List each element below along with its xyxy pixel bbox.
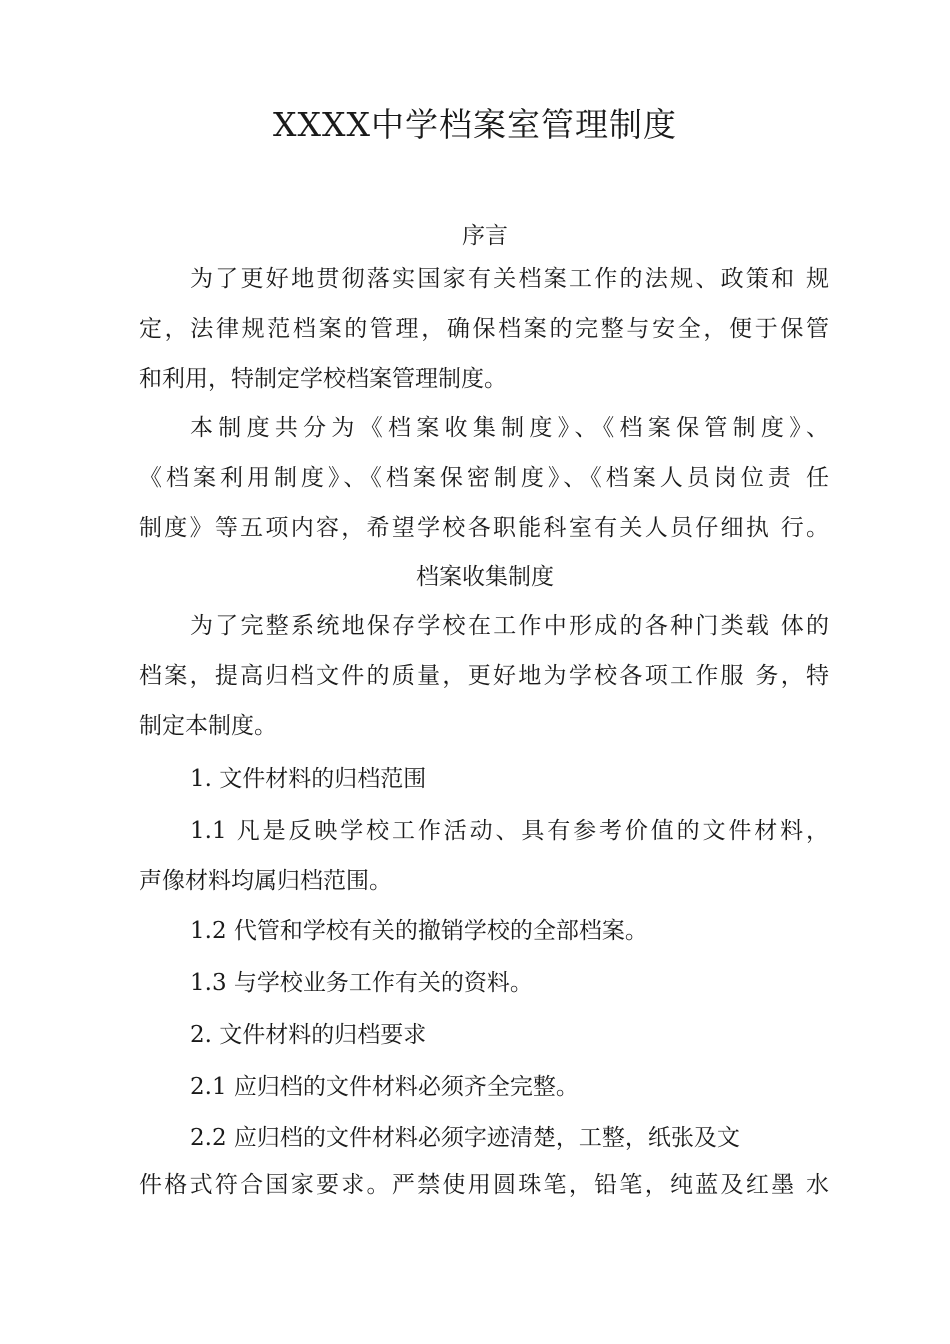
document-title: XXXX中学档案室管理制度: [273, 105, 677, 144]
list-item: 2.1 应归档的文件材料必须齐全完整。: [190, 1074, 579, 1100]
list-item: 1.3 与学校业务工作有关的资料。: [190, 970, 533, 996]
preface-heading: 序言: [462, 223, 508, 249]
list-item: 1.1 凡是反映学校工作活动、具有参考价值的文件材料，: [190, 818, 829, 844]
list-item: 1.2 代管和学校有关的撤销学校的全部档案。: [190, 918, 648, 944]
paragraph-line: 为了更好地贯彻落实国家有关档案工作的法规、政策和 规: [190, 266, 829, 292]
paragraph-line: 为了完整系统地保存学校在工作中形成的各种门类载 体的: [190, 613, 829, 639]
list-item: 2.2 应归档的文件材料必须字迹清楚，工整，纸张及文: [190, 1125, 740, 1151]
section-heading: 2. 文件材料的归档要求: [190, 1022, 427, 1048]
paragraph-line: 《档案利用制度》、《档案保密制度》、《档案人员岗位责 任: [139, 465, 829, 491]
collection-heading: 档案收集制度: [416, 564, 554, 590]
paragraph-line: 制度》等五项内容，希望学校各职能科室有关人员仔细执 行。: [139, 515, 829, 541]
list-item: 声像材料均属归档范围。: [139, 868, 392, 894]
list-item: 件格式符合国家要求。严禁使用圆珠笔，铅笔，纯蓝及红墨 水: [139, 1172, 829, 1198]
paragraph-line: 制定本制度。: [139, 713, 277, 739]
paragraph-line: 本制度共分为《档案收集制度》、《档案保管制度》、: [190, 415, 829, 441]
paragraph-line: 和利用，特制定学校档案管理制度。: [139, 366, 507, 392]
paragraph-line: 定，法律规范档案的管理，确保档案的完整与安全，便于保管: [139, 316, 829, 342]
section-heading: 1. 文件材料的归档范围: [190, 766, 427, 792]
paragraph-line: 档案，提高归档文件的质量，更好地为学校各项工作服 务，特: [139, 663, 829, 689]
